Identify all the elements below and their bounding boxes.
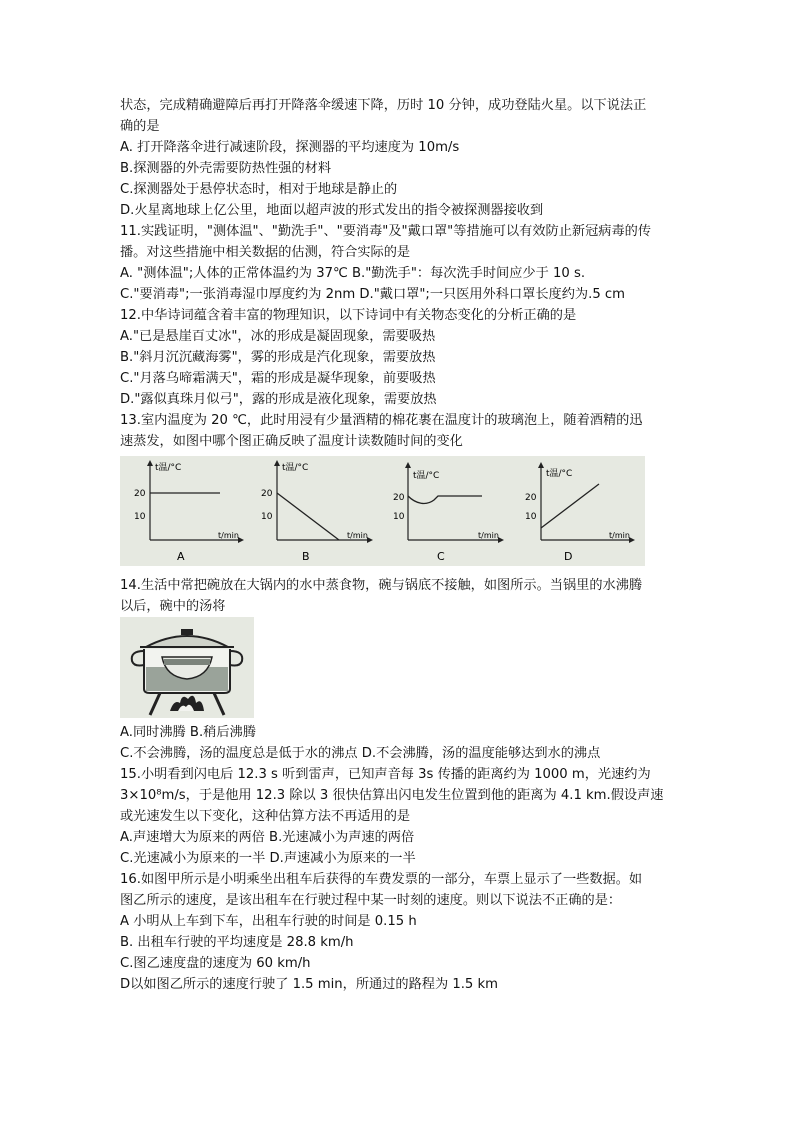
option-line: B.探测器的外壳需要防热性强的材料 bbox=[120, 161, 332, 176]
option-line: C."要消毒";一张消毒湿巾厚度约为 2nm D."戴口罩";一只医用外科口罩长度约为.5 cm bbox=[120, 287, 625, 302]
option-line: A.同时沸腾 B.稍后沸腾 bbox=[120, 725, 256, 740]
tick-label-10: 10 bbox=[525, 512, 537, 522]
tick-label-10: 10 bbox=[261, 512, 273, 522]
question-13: 13.室内温度为 20 ℃，此时用浸有少量酒精的棉花裹在温度计的玻璃泡上，随着酒精的迅 bbox=[120, 413, 643, 428]
question-16: 16.如图甲所示是小明乘坐出租车后获得的车费发票的一部分，车票上显示了一些数据。如 bbox=[120, 872, 643, 887]
option-line: A. 打开降落伞进行减速阶段，探测器的平均速度为 10m/s bbox=[120, 140, 460, 155]
tick-label-10: 10 bbox=[393, 512, 405, 522]
option-line: A.声速增大为原来的两倍 B.光速减小为声速的两倍 bbox=[120, 830, 415, 845]
text-line: 以后，碗中的汤将 bbox=[120, 599, 226, 614]
option-letter: A bbox=[177, 550, 185, 563]
option-line: A."已是悬崖百丈冰"，冰的形成是凝固现象，需要吸热 bbox=[120, 329, 436, 344]
question-15: 15.小明看到闪电后 12.3 s 听到雷声，已知声音每 3s 传播的距离约为 1000 m，光速约为 bbox=[120, 767, 651, 782]
option-letter: D bbox=[564, 550, 573, 563]
steaming-pot-figure bbox=[120, 617, 254, 718]
tick-label-20: 20 bbox=[261, 489, 273, 499]
graph-b bbox=[251, 456, 382, 566]
option-letter: B bbox=[302, 550, 310, 563]
graph-a bbox=[120, 456, 251, 566]
option-line: D."露似真珠月似弓"，露的形成是液化现象，需要放热 bbox=[120, 392, 437, 407]
y-axis-label: t温/°C bbox=[282, 463, 309, 473]
option-line: D.火星离地球上亿公里，地面以超声波的形式发出的指令被探测器接收到 bbox=[120, 203, 544, 218]
option-line: C.不会沸腾，汤的温度总是低于水的沸点 D.不会沸腾，汤的温度能够达到水的沸点 bbox=[120, 746, 601, 761]
option-letter: C bbox=[437, 550, 445, 563]
curve-decrease bbox=[277, 493, 339, 540]
y-axis-label: t温/°C bbox=[155, 463, 182, 473]
text-line: 确的是 bbox=[120, 119, 160, 134]
curve-dip bbox=[408, 496, 482, 503]
tick-label-20: 20 bbox=[393, 493, 405, 503]
text-line: 播。对这些措施中相关数据的估测，符合实际的是 bbox=[120, 245, 411, 260]
text-line: 图乙所示的速度，是该出租车在行驶过程中某一时刻的速度。则以下说法不正确的是： bbox=[120, 893, 622, 908]
x-axis-label: t/min bbox=[478, 531, 499, 540]
x-axis-label: t/min bbox=[347, 531, 368, 540]
tick-label-20: 20 bbox=[525, 493, 537, 503]
graph-d bbox=[513, 456, 644, 566]
option-line: A. "测体温";人体的正常体温约为 37℃ B."勤洗手"：每次洗手时间应少于 10 s. bbox=[120, 266, 586, 281]
y-axis-label: t温/°C bbox=[413, 471, 440, 481]
x-axis-label: t/min bbox=[218, 531, 239, 540]
option-line: C.图乙速度盘的速度为 60 km/h bbox=[120, 956, 311, 971]
y-axis-label: t温/°C bbox=[546, 469, 573, 479]
option-line: A 小明从上车到下车，出租车行驶的时间是 0.15 h bbox=[120, 914, 417, 929]
option-line: B. 出租车行驶的平均速度是 28.8 km/h bbox=[120, 935, 354, 950]
option-line: B."斜月沉沉藏海雾"，雾的形成是汽化现象，需要放热 bbox=[120, 350, 436, 365]
x-axis-label: t/min bbox=[609, 531, 630, 540]
option-line: C."月落乌啼霜满天"，霜的形成是凝华现象，前要吸热 bbox=[120, 371, 436, 386]
text-line: 状态，完成精确避障后再打开降落伞缓速下降，历时 10 分钟，成功登陆火星。以下说法正 bbox=[120, 98, 647, 113]
text-line: 速蒸发，如图中哪个图正确反映了温度计读数随时间的变化 bbox=[120, 434, 463, 449]
option-line: D以如图乙所示的速度行驶了 1.5 min，所通过的路程为 1.5 km bbox=[120, 977, 498, 992]
graph-c bbox=[382, 456, 513, 566]
temperature-graphs-figure bbox=[120, 456, 645, 566]
tick-label-10: 10 bbox=[134, 512, 146, 522]
curve-increase bbox=[541, 484, 599, 528]
option-line: C.光速减小为原来的一半 D.声速减小为原来的一半 bbox=[120, 851, 416, 866]
question-14: 14.生活中常把碗放在大锅内的水中蒸食物，碗与锅底不接触，如图所示。当锅里的水沸腾 bbox=[120, 578, 643, 593]
option-line: C.探测器处于悬停状态时，相对于地球是静止的 bbox=[120, 182, 398, 197]
question-12: 12.中华诗词蕴含着丰富的物理知识，以下诗词中有关物态变化的分析正确的是 bbox=[120, 308, 577, 323]
text-line: 或光速发生以下变化，这种估算方法不再适用的是 bbox=[120, 809, 411, 824]
tick-label-20: 20 bbox=[134, 489, 146, 499]
question-11: 11.实践证明，"测体温"、"勤洗手"、"要消毒"及"戴口罩"等措施可以有效防止新冠病毒的传 bbox=[120, 224, 652, 239]
text-line: 3×10⁸m/s，于是他用 12.3 除以 3 很快估算出闪电发生位置到他的距离为 4.1 km.假设声速 bbox=[120, 788, 664, 803]
